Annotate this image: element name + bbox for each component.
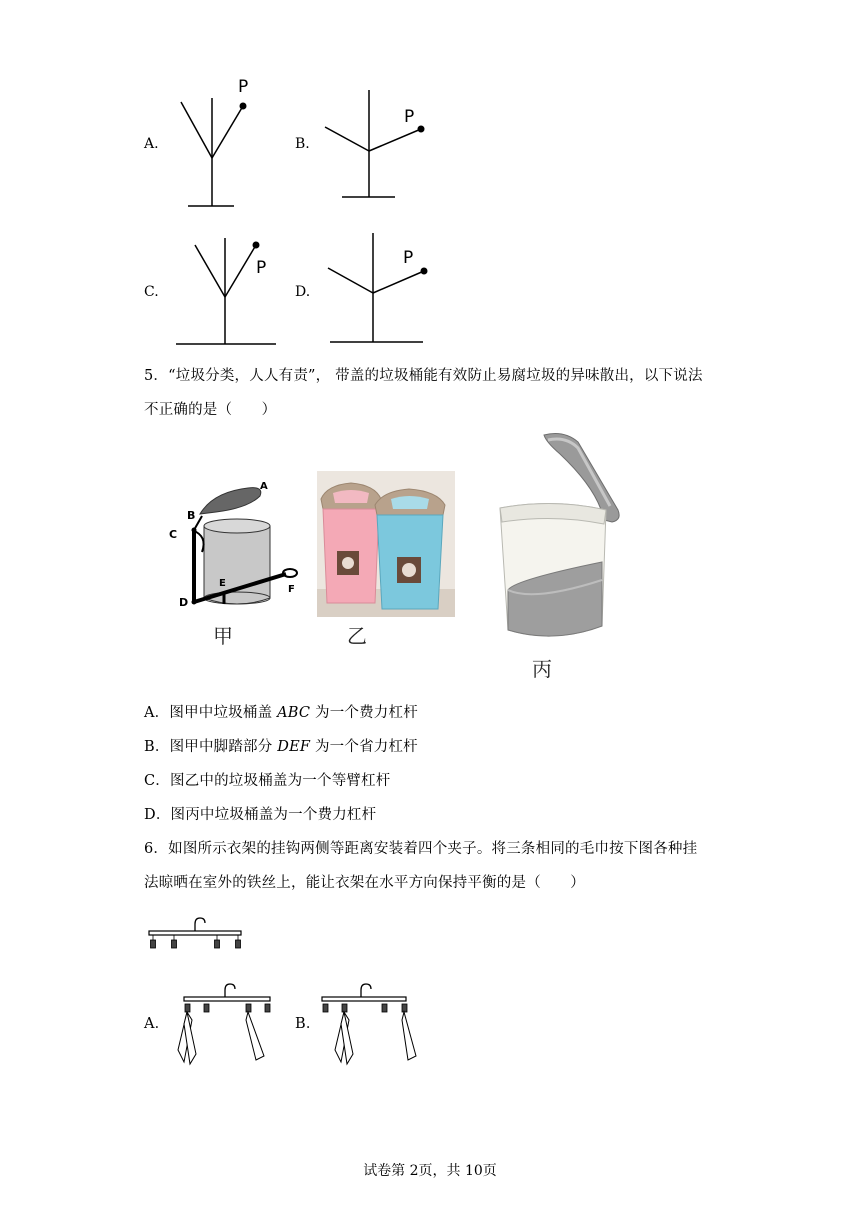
- q6-stem-line2: 法晾晒在室外的铁丝上，能让衣架在水平方向保持平衡的是（ ）: [144, 875, 585, 891]
- label-a: A: [260, 481, 268, 492]
- swing-lid-bins-photo: [317, 471, 455, 617]
- q6-option-a-label: A．: [144, 1016, 170, 1032]
- label-b: B: [187, 509, 196, 522]
- hanger-with-clips: [147, 910, 247, 955]
- point-p-label: P: [403, 248, 414, 268]
- q5-option-d: D．图丙中垃圾桶盖为一个费力杠杆: [144, 807, 377, 823]
- point-p-label: P: [256, 258, 267, 278]
- q5-option-b: B．图甲中脚踏部分 DEF 为一个省力杠杆: [144, 739, 418, 755]
- q6-stem-line1: 6．如图所示衣架的挂钩两侧等距离安装着四个夹子。将三条相同的毛巾按下图各种挂: [144, 841, 698, 857]
- q5-stem-line2: 不正确的是（ ）: [144, 402, 277, 418]
- label-c: C: [169, 528, 178, 541]
- q4-option-d-label: D.: [295, 284, 311, 300]
- figure-yi-caption: 乙: [347, 624, 367, 648]
- q6-option-a-figure: [170, 980, 280, 1070]
- q4-option-b-figure: [320, 85, 440, 205]
- point-p-label: P: [238, 77, 249, 97]
- q5-option-a: A．图甲中垃圾桶盖 ABC 为一个费力杠杆: [144, 705, 418, 721]
- q5-stem-line1: 5．“垃圾分类，人人有责”， 带盖的垃圾桶能有效防止易腐垃圾的异味散出，以下说法: [144, 368, 703, 384]
- label-e: E: [219, 578, 226, 589]
- q4-option-d-figure: [320, 230, 450, 350]
- pedal-bin-photo: [494, 430, 624, 645]
- q6-option-b-label: B．: [295, 1016, 321, 1032]
- q4-option-a-label: A.: [144, 136, 159, 152]
- q5-option-c: C．图乙中的垃圾桶盖为一个等臂杠杆: [144, 773, 391, 789]
- trash-can-lever-diagram: [168, 470, 308, 615]
- label-d: D: [179, 596, 189, 609]
- page-footer: 试卷第 2页，共 10页: [363, 1163, 497, 1179]
- point-p-label: P: [404, 107, 415, 127]
- q4-option-c-figure: [170, 235, 300, 350]
- figure-bing-caption: 丙: [532, 657, 552, 681]
- q4-option-b-label: B.: [295, 136, 310, 152]
- q6-option-b-figure: [318, 980, 428, 1070]
- q4-option-a-figure: [170, 70, 280, 215]
- q4-option-c-label: C.: [144, 284, 159, 300]
- label-f: F: [288, 584, 295, 595]
- figure-jia-caption: 甲: [213, 624, 233, 648]
